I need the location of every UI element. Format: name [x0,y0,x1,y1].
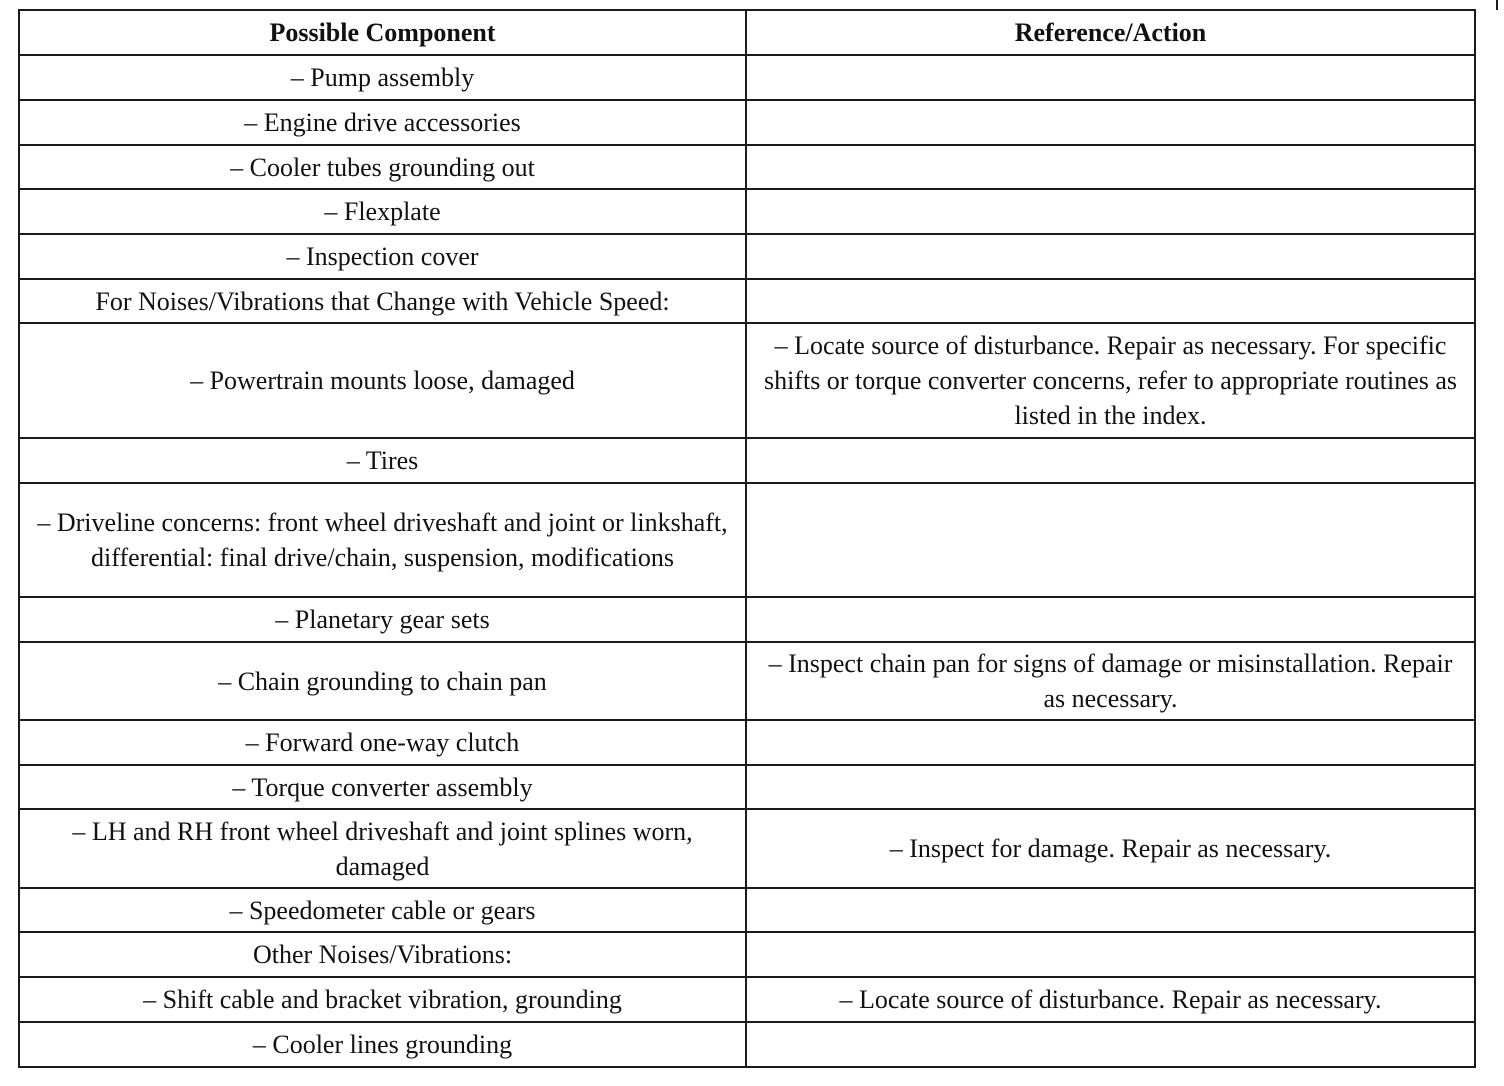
component-cell: – Engine drive accessories [19,100,746,145]
table-row [19,888,1475,932]
action-cell [746,189,1475,234]
component-cell: – Powertrain mounts loose, damaged [19,323,746,438]
table-row [19,483,1475,597]
table-row [19,809,1475,888]
table-row [19,720,1475,765]
table-row [19,977,1475,1022]
component-cell: – Cooler lines grounding [19,1022,746,1067]
action-cell [746,438,1475,483]
table-row [19,145,1475,189]
component-cell: Other Noises/Vibrations: [19,932,746,977]
component-cell: – Planetary gear sets [19,597,746,642]
action-cell [746,100,1475,145]
action-cell: – Inspect for damage. Repair as necessary. [746,809,1475,888]
action-cell [746,720,1475,765]
action-cell: – Locate source of disturbance. Repair as necessary. For specific shifts or torque converter concerns, refer to appropriate routines as listed in the index. [746,323,1475,438]
table-row [19,438,1475,483]
component-cell: – Driveline concerns: front wheel driveshaft and joint or linkshaft, differential: final drive/chain, suspension, modifications [19,483,746,597]
table-row [19,765,1475,809]
table-row [19,932,1475,977]
action-cell: – Locate source of disturbance. Repair as necessary. [746,977,1475,1022]
diagnosis-table [18,9,1476,1068]
component-cell: For Noises/Vibrations that Change with Vehicle Speed: [19,279,746,323]
action-cell [746,234,1475,279]
table-row [19,100,1475,145]
table-row [19,55,1475,100]
header-possible-component: Possible Component [19,10,746,55]
table-row [19,189,1475,234]
action-cell [746,597,1475,642]
action-cell [746,765,1475,809]
table-row [19,234,1475,279]
table-row [19,279,1475,323]
header-reference-action: Reference/Action [746,10,1475,55]
table-row [19,323,1475,438]
component-cell: – Inspection cover [19,234,746,279]
action-cell: – Inspect chain pan for signs of damage or misinstallation. Repair as necessary. [746,642,1475,720]
action-cell [746,1022,1475,1067]
action-cell [746,55,1475,100]
table-row [19,597,1475,642]
component-cell: – Flexplate [19,189,746,234]
component-cell: – LH and RH front wheel driveshaft and joint splines worn, damaged [19,809,746,888]
component-cell: – Shift cable and bracket vibration, grounding [19,977,746,1022]
component-cell: – Chain grounding to chain pan [19,642,746,720]
action-cell [746,279,1475,323]
component-cell: – Pump assembly [19,55,746,100]
component-cell: – Cooler tubes grounding out [19,145,746,189]
component-cell: – Speedometer cable or gears [19,888,746,932]
table-row [19,1022,1475,1067]
margin-mark [1496,0,1498,10]
header-row [19,10,1475,55]
action-cell [746,888,1475,932]
action-cell [746,932,1475,977]
component-cell: – Torque converter assembly [19,765,746,809]
action-cell [746,483,1475,597]
table-row [19,642,1475,720]
component-cell: – Tires [19,438,746,483]
component-cell: – Forward one-way clutch [19,720,746,765]
action-cell [746,145,1475,189]
